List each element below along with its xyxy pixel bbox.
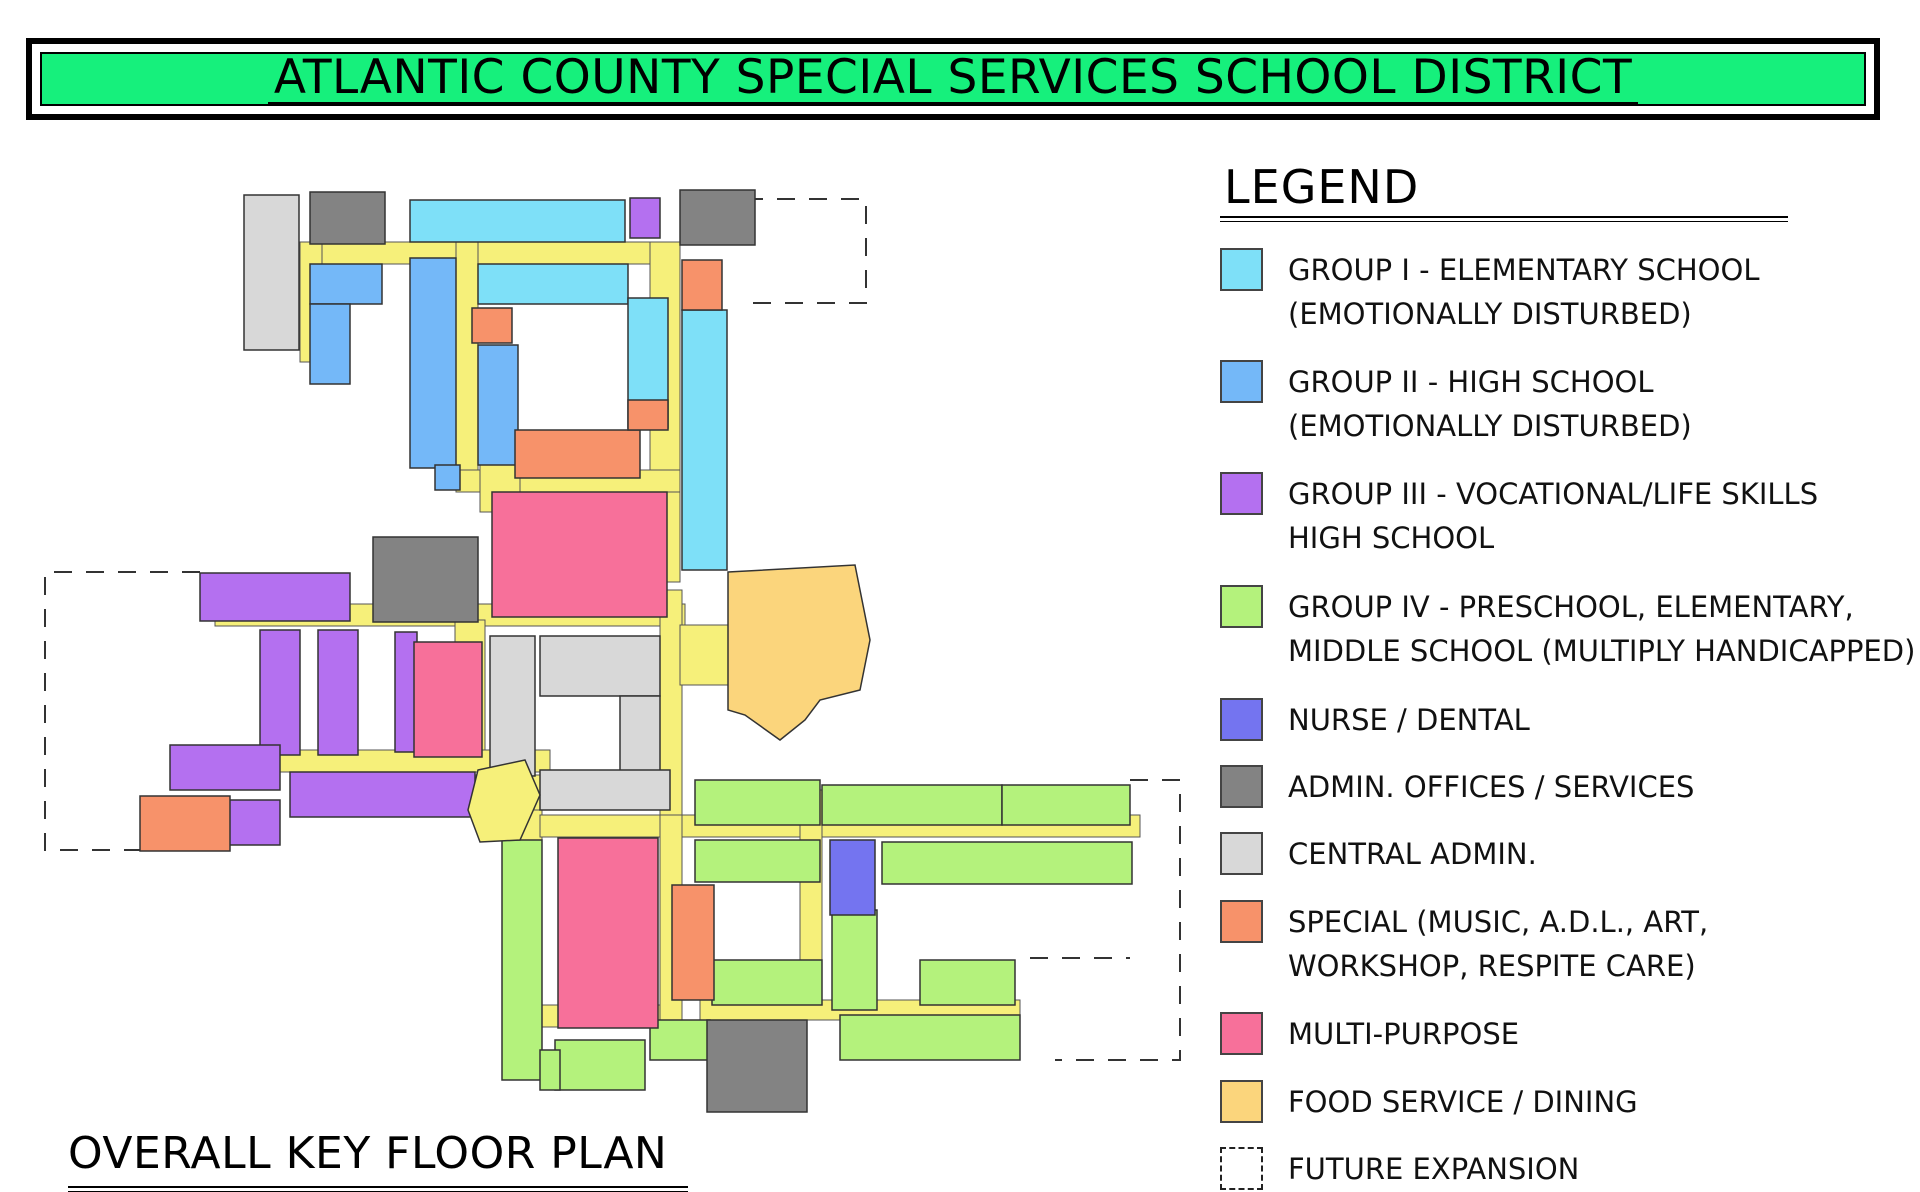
legend-label-line1: GROUP IV - PRESCHOOL, ELEMENTARY, <box>1288 590 1854 624</box>
legend-underline-thin <box>1220 221 1788 222</box>
legend-label-line2: (EMOTIONALLY DISTURBED) <box>1288 297 1692 331</box>
legend-item <box>1220 472 1818 560</box>
legend-label <box>1288 1080 1638 1124</box>
legend-label <box>1288 765 1694 809</box>
plan-title: OVERALL KEY FLOOR PLAN <box>68 1128 668 1179</box>
legend-swatch <box>1220 832 1263 875</box>
legend-item <box>1220 360 1692 448</box>
legend-label <box>1288 832 1537 876</box>
future-expansion-top <box>745 199 866 303</box>
legend-label-line1: GROUP III - VOCATIONAL/LIFE SKILLS <box>1288 477 1819 511</box>
legend-label-line1: NURSE / DENTAL <box>1288 703 1530 737</box>
legend-label-line1: ADMIN. OFFICES / SERVICES <box>1288 770 1695 804</box>
legend-label-line1: MULTI-PURPOSE <box>1288 1017 1520 1051</box>
legend-label <box>1288 698 1530 742</box>
legend-label <box>1288 248 1759 336</box>
legend-label <box>1288 1012 1519 1056</box>
legend-label-line2: HIGH SCHOOL <box>1288 521 1495 555</box>
legend-underline <box>1220 216 1788 218</box>
legend-item <box>1220 900 1708 988</box>
legend-item <box>1220 1080 1638 1124</box>
legend-item <box>1220 765 1694 809</box>
legend-title: LEGEND <box>1224 160 1420 214</box>
legend-swatch <box>1220 698 1263 741</box>
legend-item <box>1220 1012 1519 1056</box>
legend-label <box>1288 360 1692 448</box>
legend-swatch <box>1220 472 1263 515</box>
food-service-zones <box>728 565 870 740</box>
nurse-zones <box>830 840 875 915</box>
district-title: ATLANTIC COUNTY SPECIAL SERVICES SCHOOL DISTRICT <box>268 53 1638 105</box>
legend-item <box>1220 832 1537 876</box>
legend-swatch <box>1220 360 1263 403</box>
legend-swatch <box>1220 585 1263 628</box>
legend-item <box>1220 698 1530 742</box>
legend-label-line1: GROUP II - HIGH SCHOOL <box>1288 365 1654 399</box>
legend-label-line2: WORKSHOP, RESPITE CARE) <box>1288 949 1696 983</box>
legend-item <box>1220 1147 1579 1191</box>
legend-label-line1: FUTURE EXPANSION <box>1288 1152 1580 1186</box>
legend-label <box>1288 1147 1579 1191</box>
legend-swatch <box>1220 1012 1263 1055</box>
legend-swatch <box>1220 900 1263 943</box>
legend-label-line1: FOOD SERVICE / DINING <box>1288 1085 1638 1119</box>
plan-title-underline <box>68 1186 688 1188</box>
legend-item <box>1220 248 1759 336</box>
legend-label-line1: CENTRAL ADMIN. <box>1288 837 1537 871</box>
legend-swatch <box>1220 248 1263 291</box>
legend-label <box>1288 900 1708 988</box>
legend-swatch <box>1220 1080 1263 1123</box>
legend-label-line2: MIDDLE SCHOOL (MULTIPLY HANDICAPPED) <box>1288 634 1916 668</box>
legend-label-line1: GROUP I - ELEMENTARY SCHOOL <box>1288 253 1760 287</box>
legend-label <box>1288 585 1915 673</box>
legend-label <box>1288 472 1818 560</box>
legend-label-line2: (EMOTIONALLY DISTURBED) <box>1288 409 1692 443</box>
legend-item <box>1220 585 1915 673</box>
legend <box>1220 160 1916 1186</box>
legend-label-line1: SPECIAL (MUSIC, A.D.L., ART, <box>1288 905 1709 939</box>
legend-swatch <box>1220 765 1263 808</box>
legend-swatch <box>1220 1147 1263 1190</box>
